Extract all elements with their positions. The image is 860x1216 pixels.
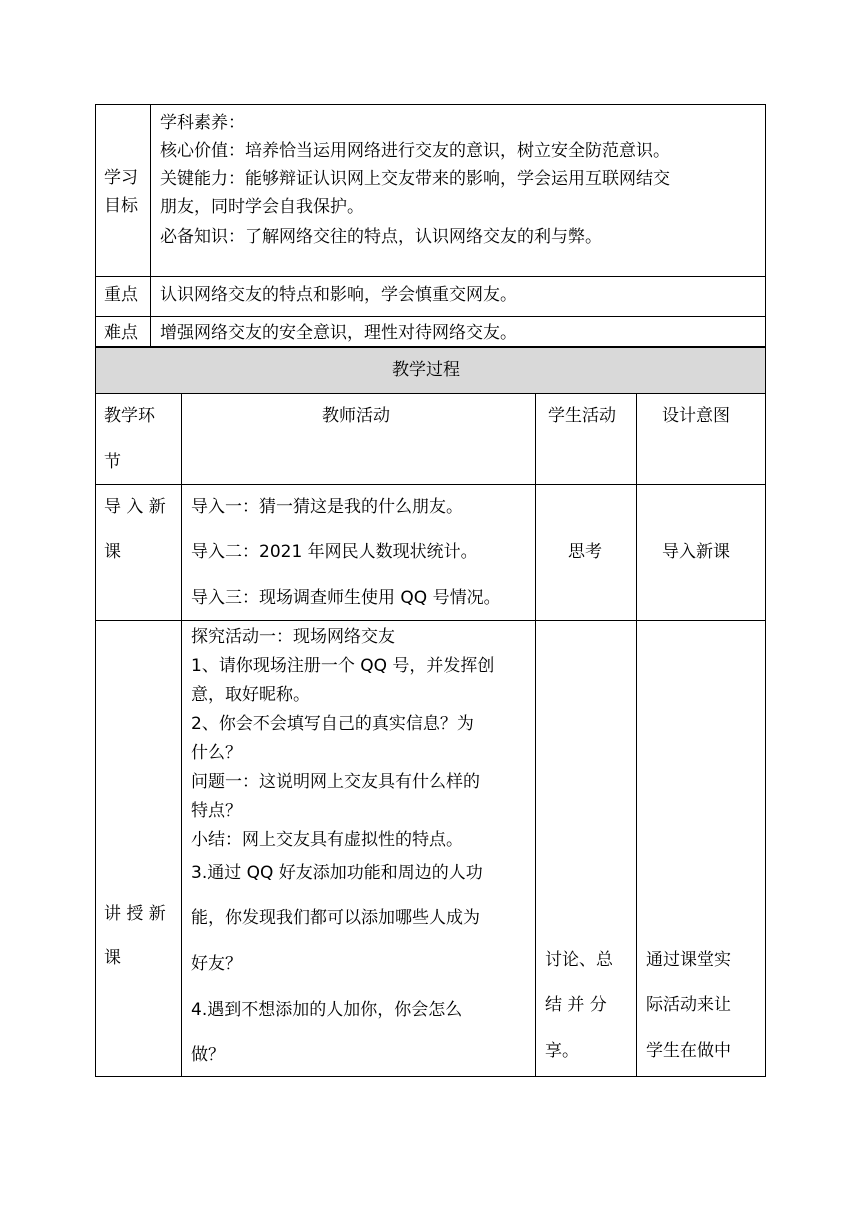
row1-student: 思考 — [568, 542, 602, 562]
header-student: 学生活动 — [548, 406, 616, 426]
row2-teacher-line: 特点？ — [191, 801, 242, 821]
row-divider — [95, 316, 766, 317]
row2-stage: 课 — [104, 948, 121, 968]
table-border-right — [765, 104, 766, 347]
objective-line: 朋友，同时学会自我保护。 — [160, 197, 364, 217]
column-divider — [636, 393, 637, 1077]
column-divider — [181, 393, 182, 1077]
difficulty-label: 难点 — [104, 323, 138, 343]
row2-design-line: 际活动来让 — [646, 995, 731, 1015]
row2-student-line: 享。 — [545, 1041, 579, 1061]
difficulty-text: 增强网络交友的安全意识，理性对待网络交友。 — [160, 323, 517, 343]
row2-teacher-line: 意，取好昵称。 — [191, 685, 310, 705]
header-design: 设计意图 — [662, 406, 730, 426]
row2-teacher-line: 1、请你现场注册一个 QQ 号，并发挥创 — [191, 656, 495, 676]
objective-line: 学科素养： — [160, 113, 245, 133]
row2-teacher-line: 问题一：这说明网上交友具有什么样的 — [191, 772, 480, 792]
row2-teacher-line: 3.通过 QQ 好友添加功能和周边的人功 — [191, 863, 483, 883]
objective-line: 核心价值：培养恰当运用网络进行交友的意识，树立安全防范意识。 — [160, 141, 670, 161]
row-divider — [95, 276, 766, 277]
row2-teacher-line: 做？ — [191, 1045, 225, 1065]
row1-stage: 导 入 新 — [104, 497, 166, 517]
row-divider — [95, 620, 766, 621]
header-stage: 节 — [104, 452, 121, 472]
row-divider — [95, 484, 766, 485]
row2-teacher-line: 什么？ — [191, 743, 242, 763]
column-divider — [535, 393, 536, 1077]
row1-teacher-line: 导入一：猜一猜这是我的什么朋友。 — [191, 497, 463, 517]
process-title: 教学过程 — [392, 360, 460, 380]
header-teacher: 教师活动 — [322, 406, 390, 426]
table-border-bottom — [95, 1076, 766, 1077]
row1-design: 导入新课 — [662, 542, 730, 562]
objectives-label: 学习 — [104, 168, 138, 188]
objective-line: 必备知识：了解网络交往的特点，认识网络交友的利与弊。 — [160, 227, 602, 247]
row2-design-line: 学生在做中 — [646, 1041, 731, 1061]
row1-teacher-line: 导入二：2021 年网民人数现状统计。 — [191, 542, 478, 562]
row2-teacher-line: 好友？ — [191, 954, 242, 974]
objectives-label: 目标 — [104, 196, 138, 216]
row2-design-line: 通过课堂实 — [646, 950, 731, 970]
row2-teacher-line: 探究活动一：现场网络交友 — [191, 627, 395, 647]
row2-teacher-line: 2、你会不会填写自己的真实信息？为 — [191, 714, 474, 734]
key-point-label: 重点 — [104, 285, 138, 305]
row-divider — [95, 393, 766, 394]
table-border-top — [95, 104, 766, 105]
row2-teacher-line: 4.遇到不想添加的人加你，你会怎么 — [191, 1000, 463, 1020]
table-border-top — [95, 346, 766, 348]
row2-stage: 讲 授 新 — [104, 904, 166, 924]
table-border-right — [765, 346, 766, 1077]
row2-student-line: 讨论、总 — [545, 950, 613, 970]
column-divider — [150, 104, 151, 347]
objective-line: 关键能力：能够辩证认识网上交友带来的影响，学会运用互联网结交 — [160, 169, 670, 189]
row2-student-line: 结 并 分 — [545, 995, 607, 1015]
table-border-left — [95, 346, 96, 1077]
key-point-text: 认识网络交友的特点和影响，学会慎重交网友。 — [160, 285, 517, 305]
row2-teacher-line: 小结：网上交友具有虚拟性的特点。 — [191, 830, 463, 850]
table-border-left — [95, 104, 96, 347]
row1-stage: 课 — [104, 542, 121, 562]
header-stage: 教学环 — [104, 406, 155, 426]
row2-teacher-line: 能，你发现我们都可以添加哪些人成为 — [191, 908, 480, 928]
row1-teacher-line: 导入三：现场调查师生使用 QQ 号情况。 — [191, 588, 501, 608]
